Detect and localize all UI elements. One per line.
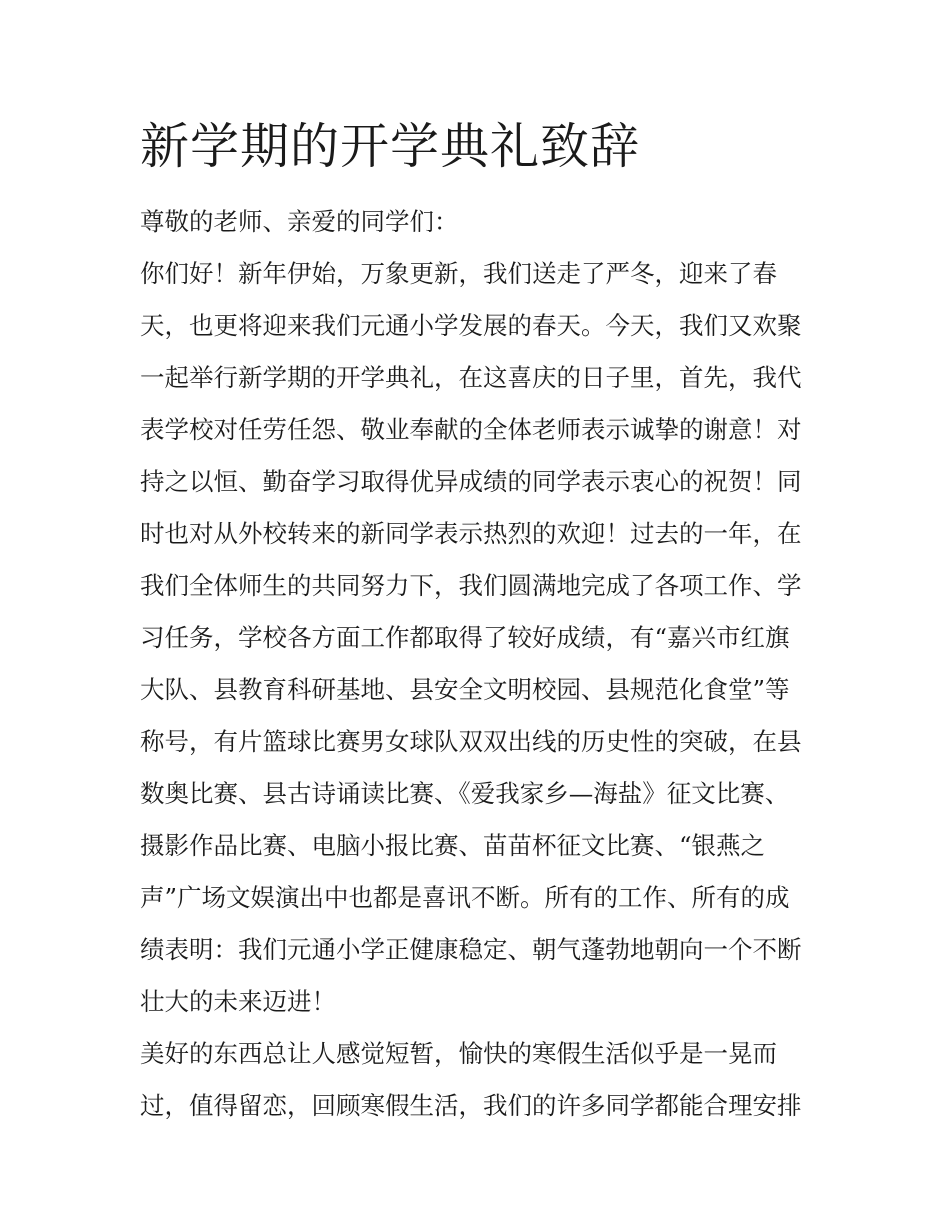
text-line: 过，值得留恋，回顾寒假生活，我们的许多同学都能合理安排 <box>140 1091 802 1120</box>
text-line: 绩表明：我们元通小学正健康稳定、朝气蓬勃地朝向一个不断 <box>140 935 802 964</box>
text-line: 称号，有片篮球比赛男女球队双双出线的历史性的突破，在县 <box>140 727 802 756</box>
text-line: 美好的东西总让人感觉短暂，愉快的寒假生活似乎是一晃而 <box>140 1039 777 1068</box>
text-line: 你们好！新年伊始，万象更新，我们送走了严冬，迎来了春 <box>140 259 777 288</box>
text-line: 习任务，学校各方面工作都取得了较好成绩，有“嘉兴市红旗 <box>140 623 790 652</box>
text-line: 大队、县教育科研基地、县安全文明校园、县规范化食堂”等 <box>140 675 790 704</box>
text-line: 持之以恒、勤奋学习取得优异成绩的同学表示衷心的祝贺！同 <box>140 467 802 496</box>
document-title: 新学期的开学典礼致辞 <box>140 118 641 175</box>
text-line: 表学校对任劳任怨、敬业奉献的全体老师表示诚挚的谢意！对 <box>140 415 802 444</box>
text-line: 数奥比赛、县古诗诵读比赛、《爱我家乡—海盐》征文比赛、 <box>140 779 790 808</box>
text-line: 摄影作品比赛、电脑小报比赛、苗苗杯征文比赛、“银燕之 <box>140 831 766 860</box>
text-line: 天，也更将迎来我们元通小学发展的春天。今天，我们又欢聚 <box>140 311 802 340</box>
text-line: 尊敬的老师、亲爱的同学们： <box>140 207 459 236</box>
text-line: 声”广场文娱演出中也都是喜讯不断。所有的工作、所有的成 <box>140 883 790 912</box>
text-line: 时也对从外校转来的新同学表示热烈的欢迎！过去的一年，在 <box>140 519 802 548</box>
text-line: 壮大的未来迈进！ <box>140 987 336 1016</box>
text-line: 一起举行新学期的开学典礼，在这喜庆的日子里，首先，我代 <box>140 363 802 392</box>
text-line: 我们全体师生的共同努力下，我们圆满地完成了各项工作、学 <box>140 571 802 600</box>
